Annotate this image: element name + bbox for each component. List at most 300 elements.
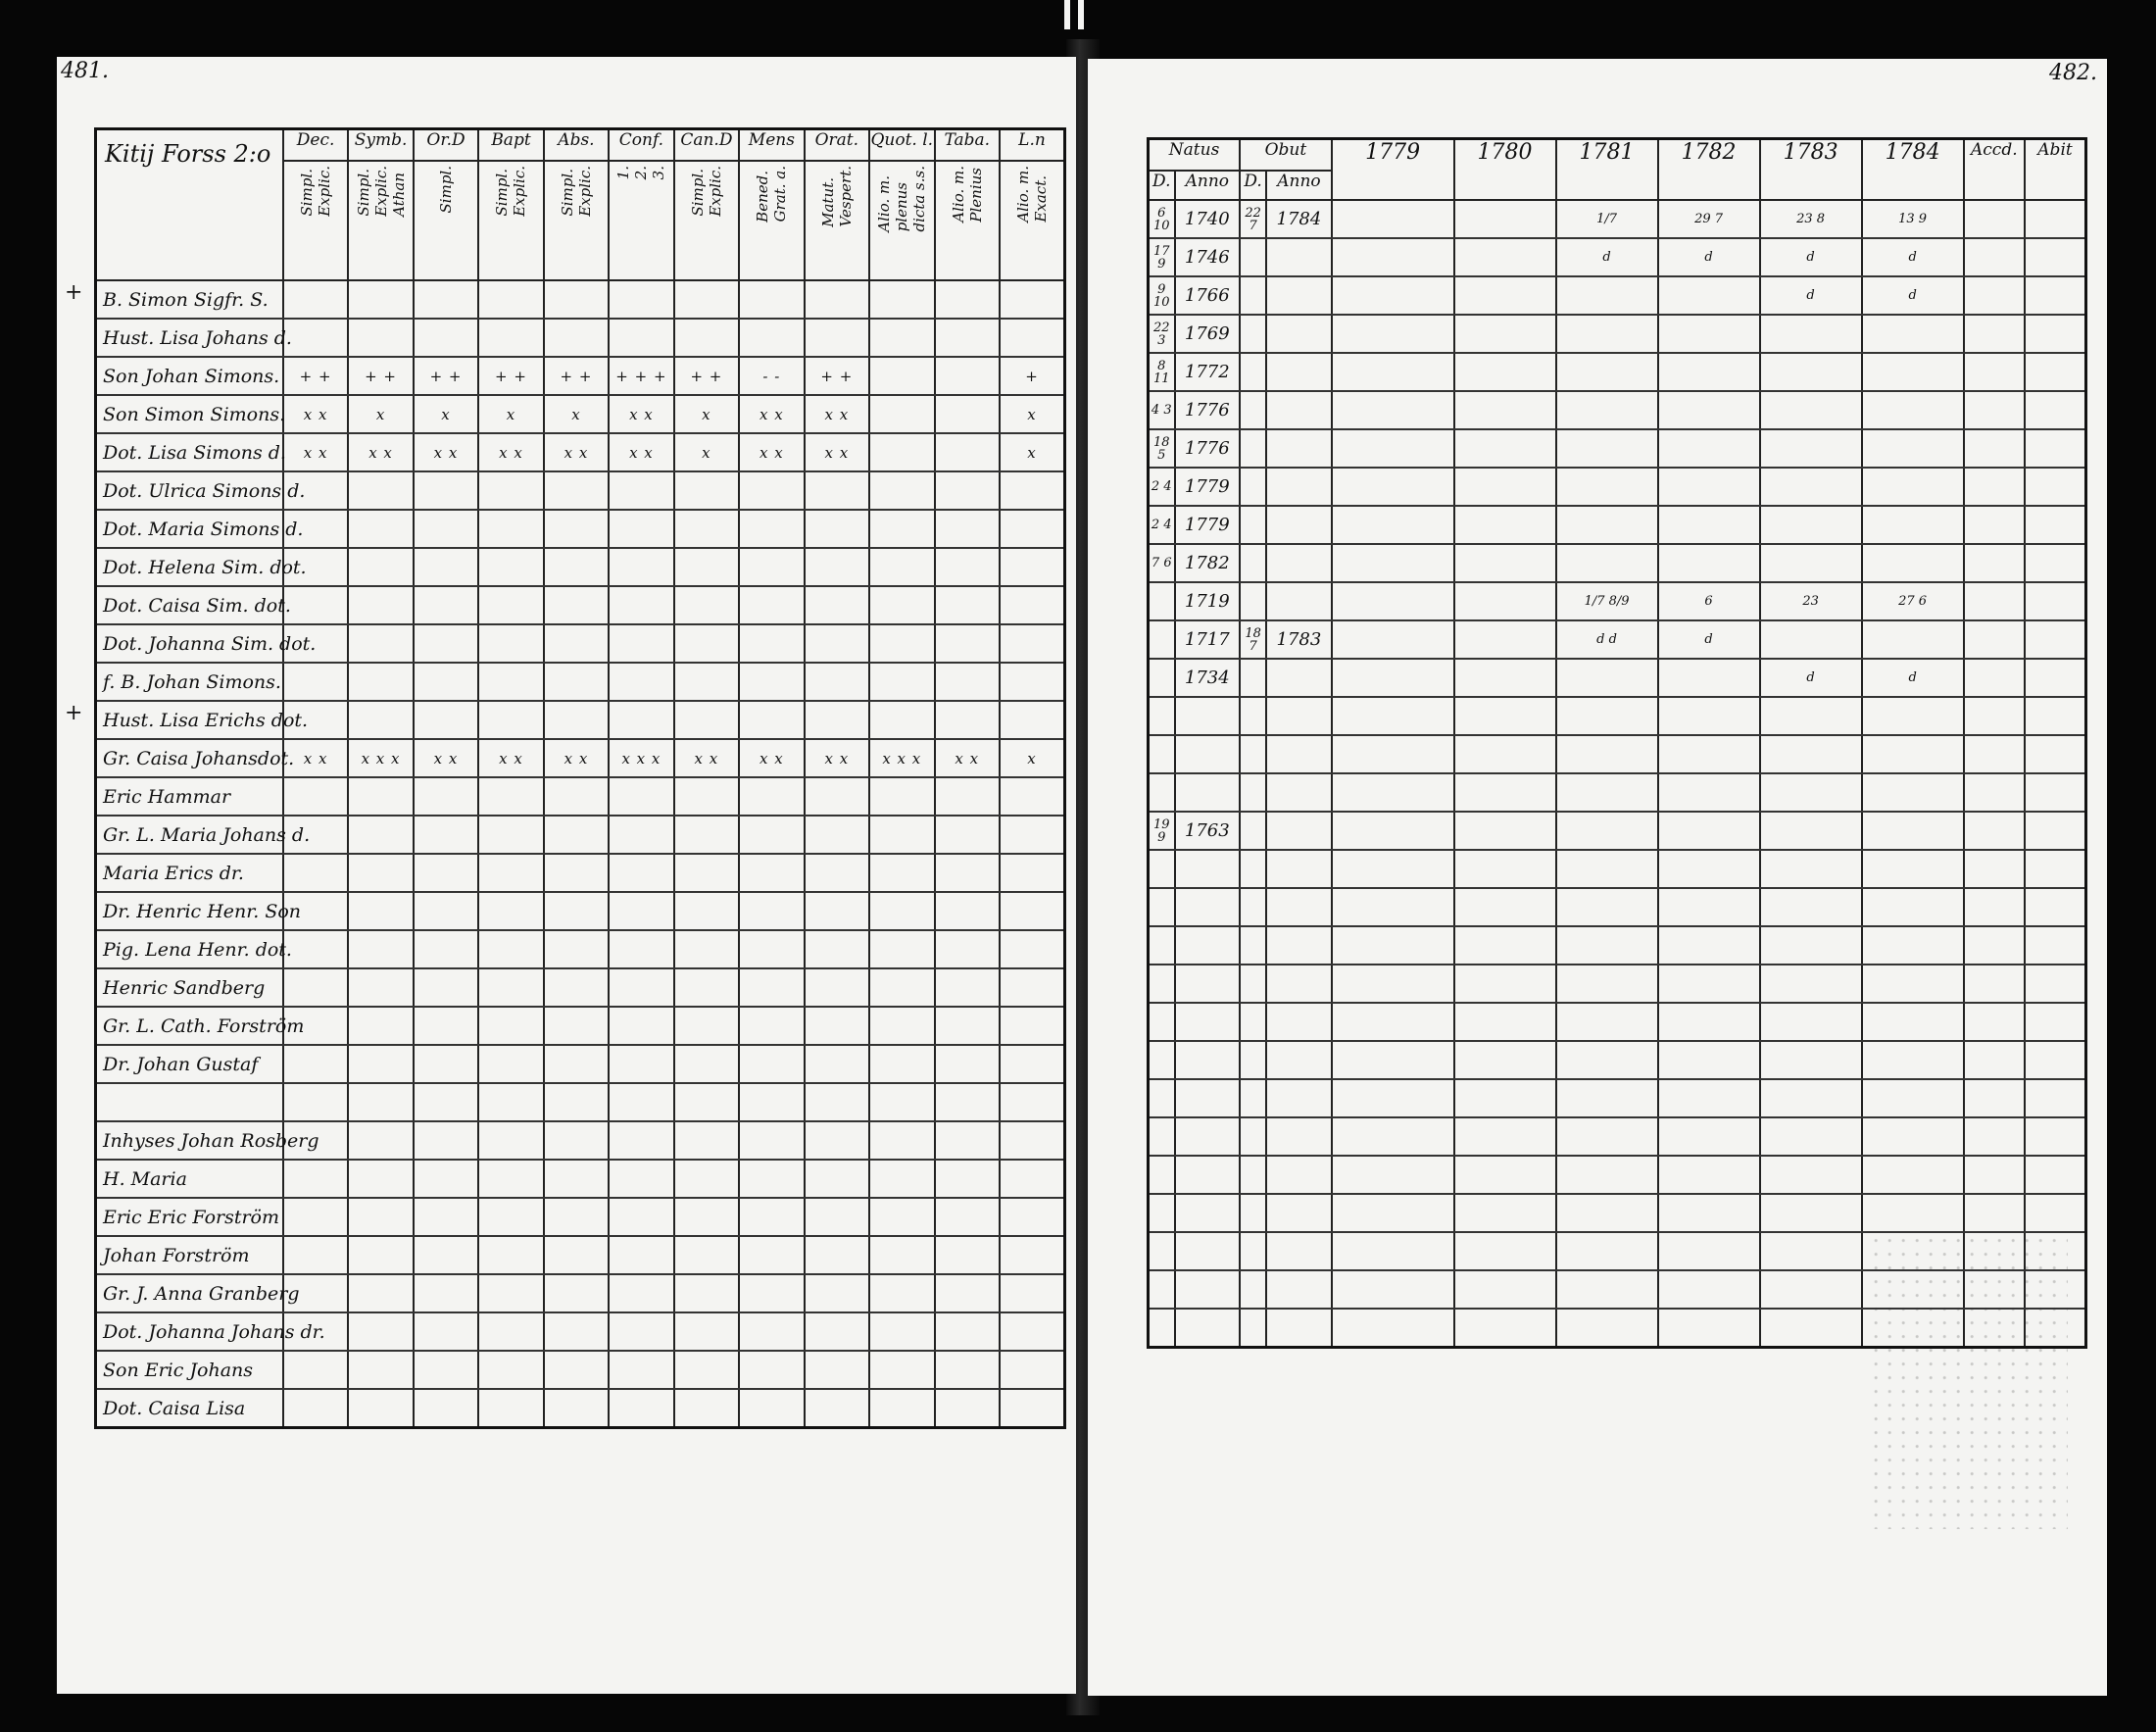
table-row <box>1149 315 2086 353</box>
birth-year: 1740 <box>1175 200 1241 238</box>
knowledge-mark <box>414 816 478 854</box>
knowledge-mark <box>935 433 1000 471</box>
knowledge-mark <box>935 892 1000 930</box>
knowledge-mark <box>674 624 739 663</box>
year-1780-entry <box>1454 659 1556 697</box>
knowledge-mark <box>805 1351 869 1389</box>
year-1780-entry <box>1454 812 1556 850</box>
knowledge-mark <box>869 1160 934 1198</box>
abit-entry <box>2025 506 2085 544</box>
accd-entry <box>1964 1270 2025 1309</box>
year-1784-entry <box>1862 315 1964 353</box>
birth-day: 22 3 <box>1149 315 1175 353</box>
death-year <box>1266 1041 1332 1079</box>
knowledge-mark <box>869 968 934 1007</box>
year-1779-entry <box>1332 735 1454 773</box>
birth-day <box>1149 1194 1175 1232</box>
knowledge-mark <box>869 1312 934 1351</box>
year-1780-entry <box>1454 1156 1556 1194</box>
knowledge-mark: x x <box>283 433 348 471</box>
table-row <box>96 548 1065 586</box>
knowledge-mark: - - <box>739 357 804 395</box>
abit-entry <box>2025 850 2085 888</box>
death-day <box>1240 1003 1266 1041</box>
table-row <box>96 433 1065 471</box>
knowledge-mark <box>869 892 934 930</box>
accd-entry <box>1964 888 2025 926</box>
table-row <box>1149 773 2086 812</box>
year-1780-entry <box>1454 888 1556 926</box>
abit-entry <box>2025 1079 2085 1117</box>
year-1779-entry <box>1332 353 1454 391</box>
column-group-header: Mens <box>739 129 804 162</box>
knowledge-mark <box>348 930 413 968</box>
year-1782-entry <box>1658 773 1760 812</box>
table-row <box>96 1351 1065 1389</box>
knowledge-mark <box>805 930 869 968</box>
table-row <box>96 816 1065 854</box>
knowledge-mark <box>478 854 543 892</box>
knowledge-mark: x <box>544 395 609 433</box>
knowledge-mark <box>739 1160 804 1198</box>
knowledge-mark <box>544 1007 609 1045</box>
abit-entry <box>2025 1194 2085 1232</box>
knowledge-mark <box>283 854 348 892</box>
knowledge-mark <box>544 586 609 624</box>
person-name: Johan Forström <box>96 1236 283 1274</box>
knowledge-mark <box>609 471 673 510</box>
knowledge-mark: x <box>478 395 543 433</box>
year-1780-entry <box>1454 315 1556 353</box>
knowledge-mark <box>609 816 673 854</box>
death-day <box>1240 812 1266 850</box>
person-name: Hust. Lisa Erichs dot. <box>96 701 283 739</box>
year-1779-entry <box>1332 620 1454 659</box>
knowledge-mark <box>869 1007 934 1045</box>
year-1779-entry <box>1332 506 1454 544</box>
death-year <box>1266 544 1332 582</box>
knowledge-mark <box>739 586 804 624</box>
accd-entry <box>1964 1232 2025 1270</box>
knowledge-mark <box>805 1083 869 1121</box>
knowledge-mark <box>935 777 1000 816</box>
knowledge-mark <box>805 1274 869 1312</box>
table-row <box>1149 1309 2086 1348</box>
knowledge-mark <box>283 586 348 624</box>
accd-entry <box>1964 620 2025 659</box>
knowledge-mark <box>805 1312 869 1351</box>
death-year <box>1266 888 1332 926</box>
birth-day <box>1149 850 1175 888</box>
year-1783-entry <box>1760 315 1862 353</box>
knowledge-mark <box>1000 1274 1065 1312</box>
year-1784-entry: d <box>1862 659 1964 697</box>
year-1784-entry <box>1862 812 1964 850</box>
knowledge-mark <box>805 471 869 510</box>
death-day <box>1240 315 1266 353</box>
year-1781-entry <box>1556 391 1658 429</box>
knowledge-mark <box>283 1045 348 1083</box>
knowledge-mark <box>805 1007 869 1045</box>
death-day: 22 7 <box>1240 200 1266 238</box>
birth-day: 8 11 <box>1149 353 1175 391</box>
knowledge-mark <box>414 701 478 739</box>
knowledge-mark <box>609 663 673 701</box>
column-sub-label: Exact. <box>1032 175 1050 223</box>
year-1779-entry <box>1332 965 1454 1003</box>
person-name: Dr. Johan Gustaf <box>96 1045 283 1083</box>
column-sub-label: Vespert. <box>836 166 855 227</box>
knowledge-mark <box>935 319 1000 357</box>
year-1781-entry <box>1556 1156 1658 1194</box>
table-row <box>96 854 1065 892</box>
death-year <box>1266 429 1332 468</box>
column-sub-label: Explic. <box>371 166 390 217</box>
year-1782-entry <box>1658 1079 1760 1117</box>
knowledge-mark <box>739 624 804 663</box>
knowledge-mark <box>935 968 1000 1007</box>
death-day <box>1240 1270 1266 1309</box>
year-1783-entry <box>1760 812 1862 850</box>
left-page <box>57 57 1076 1694</box>
header-title: Kitij Forss 2:o <box>96 129 283 281</box>
person-name: Dot. Helena Sim. dot. <box>96 548 283 586</box>
table-row <box>96 357 1065 395</box>
knowledge-mark <box>869 548 934 586</box>
accd-entry <box>1964 1156 2025 1194</box>
knowledge-mark <box>805 1236 869 1274</box>
birth-year <box>1175 965 1241 1003</box>
birth-year: 1772 <box>1175 353 1241 391</box>
accd-entry <box>1964 1117 2025 1156</box>
year-1782-entry: 29 7 <box>1658 200 1760 238</box>
accd-entry <box>1964 200 2025 238</box>
knowledge-mark <box>674 968 739 1007</box>
knowledge-mark <box>935 548 1000 586</box>
table-row <box>96 1198 1065 1236</box>
knowledge-mark <box>869 1083 934 1121</box>
knowledge-mark: x x <box>739 739 804 777</box>
death-year <box>1266 697 1332 735</box>
column-sub-header <box>1000 161 1065 280</box>
knowledge-mark <box>283 1236 348 1274</box>
knowledge-mark <box>414 624 478 663</box>
knowledge-mark <box>414 1236 478 1274</box>
knowledge-mark <box>414 1274 478 1312</box>
knowledge-mark <box>609 624 673 663</box>
year-1779-entry <box>1332 544 1454 582</box>
birth-day: 17 9 <box>1149 238 1175 276</box>
knowledge-mark <box>935 816 1000 854</box>
table-row <box>1149 1194 2086 1232</box>
year-1784-entry <box>1862 1309 1964 1348</box>
knowledge-mark <box>348 1274 413 1312</box>
birth-year: 1766 <box>1175 276 1241 315</box>
column-group-header: Symb. <box>348 129 413 162</box>
year-1779-entry <box>1332 429 1454 468</box>
knowledge-mark <box>1000 280 1065 319</box>
column-sub-header <box>609 161 673 280</box>
knowledge-mark <box>348 510 413 548</box>
person-name: Inhyses Johan Rosberg <box>96 1121 283 1160</box>
knowledge-mark <box>1000 968 1065 1007</box>
knowledge-mark <box>348 319 413 357</box>
accd-entry <box>1964 1079 2025 1117</box>
year-1783-entry: 23 8 <box>1760 200 1862 238</box>
knowledge-mark <box>609 1083 673 1121</box>
knowledge-mark <box>805 892 869 930</box>
knowledge-mark <box>478 1007 543 1045</box>
knowledge-mark <box>348 1312 413 1351</box>
year-1784-entry <box>1862 353 1964 391</box>
knowledge-mark <box>414 471 478 510</box>
column-sub-label: Matut. <box>818 176 837 227</box>
knowledge-mark <box>805 1045 869 1083</box>
knowledge-mark <box>544 280 609 319</box>
knowledge-mark <box>544 624 609 663</box>
table-row <box>96 1389 1065 1428</box>
birth-year <box>1175 1194 1241 1232</box>
knowledge-mark <box>478 319 543 357</box>
knowledge-mark <box>1000 1045 1065 1083</box>
person-name: Eric Hammar <box>96 777 283 816</box>
knowledge-mark <box>1000 510 1065 548</box>
year-1782-entry <box>1658 1003 1760 1041</box>
knowledge-mark <box>544 1045 609 1083</box>
birth-day <box>1149 659 1175 697</box>
year-1782-entry <box>1658 1156 1760 1194</box>
knowledge-mark <box>609 1351 673 1389</box>
death-year <box>1266 926 1332 965</box>
knowledge-mark <box>869 1045 934 1083</box>
knowledge-mark <box>869 777 934 816</box>
knowledge-mark <box>544 1351 609 1389</box>
table-row <box>96 280 1065 319</box>
knowledge-mark <box>478 816 543 854</box>
year-1784-entry <box>1862 735 1964 773</box>
year-1782-entry <box>1658 1041 1760 1079</box>
knowledge-mark <box>935 280 1000 319</box>
knowledge-mark <box>674 471 739 510</box>
year-1781-entry: 1/7 8/9 <box>1556 582 1658 620</box>
knowledge-mark: x x x <box>348 739 413 777</box>
abit-entry <box>2025 965 2085 1003</box>
knowledge-mark <box>674 1351 739 1389</box>
year-1779-entry <box>1332 582 1454 620</box>
year-1784-entry <box>1862 773 1964 812</box>
birth-year: 1746 <box>1175 238 1241 276</box>
death-day <box>1240 1117 1266 1156</box>
table-row <box>96 471 1065 510</box>
knowledge-mark <box>283 968 348 1007</box>
accd-entry <box>1964 315 2025 353</box>
knowledge-mark <box>544 663 609 701</box>
knowledge-mark <box>935 395 1000 433</box>
knowledge-mark <box>414 1351 478 1389</box>
knowledge-mark <box>283 1198 348 1236</box>
year-1784-entry <box>1862 926 1964 965</box>
column-sub-header <box>544 161 609 280</box>
knowledge-mark <box>869 701 934 739</box>
table-row <box>1149 1232 2086 1270</box>
year-1784-entry: d <box>1862 238 1964 276</box>
year-1780-entry <box>1454 1041 1556 1079</box>
table-row <box>96 777 1065 816</box>
year-1782-entry: d <box>1658 620 1760 659</box>
year-1781-entry <box>1556 1003 1658 1041</box>
knowledge-mark <box>674 1045 739 1083</box>
knowledge-mark <box>674 1083 739 1121</box>
birth-day: 2 4 <box>1149 506 1175 544</box>
knowledge-mark <box>1000 586 1065 624</box>
table-row <box>1149 238 2086 276</box>
knowledge-mark: x x x <box>869 739 934 777</box>
knowledge-mark <box>1000 471 1065 510</box>
obut-header: Obut <box>1240 139 1332 172</box>
knowledge-mark <box>414 1083 478 1121</box>
person-name: Son Eric Johans <box>96 1351 283 1389</box>
column-sub-header <box>478 161 543 280</box>
year-1783-entry: d <box>1760 276 1862 315</box>
knowledge-mark <box>348 854 413 892</box>
death-day <box>1240 1232 1266 1270</box>
knowledge-mark <box>414 1045 478 1083</box>
knowledge-mark <box>414 319 478 357</box>
year-1782-entry <box>1658 965 1760 1003</box>
abit-entry <box>2025 1309 2085 1348</box>
knowledge-mark: x <box>414 395 478 433</box>
knowledge-mark <box>478 1083 543 1121</box>
column-group-header: L.n <box>1000 129 1065 162</box>
year-1781-entry <box>1556 353 1658 391</box>
death-year: 1783 <box>1266 620 1332 659</box>
knowledge-mark <box>869 1274 934 1312</box>
knowledge-mark <box>544 1389 609 1428</box>
death-year <box>1266 391 1332 429</box>
knowledge-mark <box>348 663 413 701</box>
knowledge-mark <box>609 1236 673 1274</box>
knowledge-mark <box>674 1160 739 1198</box>
birth-day <box>1149 1117 1175 1156</box>
knowledge-mark <box>869 319 934 357</box>
abit-entry <box>2025 315 2085 353</box>
death-year <box>1266 276 1332 315</box>
knowledge-mark <box>348 586 413 624</box>
binding-mark <box>1064 0 1070 29</box>
knowledge-mark <box>609 701 673 739</box>
knowledge-mark <box>348 892 413 930</box>
knowledge-mark <box>1000 854 1065 892</box>
knowledge-mark <box>869 471 934 510</box>
knowledge-mark <box>674 816 739 854</box>
abit-entry <box>2025 773 2085 812</box>
knowledge-mark <box>478 1198 543 1236</box>
death-year <box>1266 850 1332 888</box>
knowledge-mark <box>544 471 609 510</box>
knowledge-mark <box>348 1007 413 1045</box>
knowledge-mark <box>674 1007 739 1045</box>
knowledge-mark <box>805 548 869 586</box>
knowledge-mark <box>609 777 673 816</box>
knowledge-mark <box>478 1045 543 1083</box>
knowledge-mark <box>869 816 934 854</box>
knowledge-mark: + + <box>674 357 739 395</box>
knowledge-mark: x <box>348 395 413 433</box>
year-1781-entry <box>1556 1117 1658 1156</box>
knowledge-mark <box>935 930 1000 968</box>
knowledge-mark <box>869 395 934 433</box>
column-sub-label: Grat. a. <box>771 166 790 223</box>
table-row <box>96 1160 1065 1198</box>
knowledge-mark <box>414 280 478 319</box>
knowledge-mark <box>935 471 1000 510</box>
table-row <box>1149 620 2086 659</box>
birth-year <box>1175 773 1241 812</box>
year-1783-entry <box>1760 735 1862 773</box>
knowledge-mark <box>739 548 804 586</box>
year-1784-entry: 13 9 <box>1862 200 1964 238</box>
accd-entry <box>1964 773 2025 812</box>
table-row <box>96 892 1065 930</box>
knowledge-mark <box>478 968 543 1007</box>
year-1781-entry <box>1556 1309 1658 1348</box>
table-row <box>1149 544 2086 582</box>
knowledge-mark <box>869 1236 934 1274</box>
year-1784-entry <box>1862 1270 1964 1309</box>
year-1783-entry <box>1760 1156 1862 1194</box>
knowledge-mark <box>348 816 413 854</box>
abit-entry <box>2025 238 2085 276</box>
knowledge-mark <box>1000 1121 1065 1160</box>
year-1782-entry <box>1658 697 1760 735</box>
knowledge-mark <box>478 1160 543 1198</box>
knowledge-mark <box>869 624 934 663</box>
year-1783-entry <box>1760 926 1862 965</box>
d-subheader: D. <box>1149 171 1175 200</box>
year-1781-entry <box>1556 888 1658 926</box>
table-row <box>96 1312 1065 1351</box>
knowledge-mark <box>805 1160 869 1198</box>
birth-year: 1763 <box>1175 812 1241 850</box>
knowledge-mark <box>869 930 934 968</box>
year-1779-entry <box>1332 315 1454 353</box>
birth-day <box>1149 773 1175 812</box>
knowledge-mark <box>935 1236 1000 1274</box>
death-day <box>1240 582 1266 620</box>
year-1780-entry <box>1454 506 1556 544</box>
knowledge-mark <box>869 854 934 892</box>
knowledge-mark <box>348 1389 413 1428</box>
knowledge-mark <box>609 1274 673 1312</box>
knowledge-mark: x <box>674 433 739 471</box>
knowledge-mark <box>739 1389 804 1428</box>
death-day <box>1240 659 1266 697</box>
knowledge-mark <box>674 701 739 739</box>
year-1780-entry <box>1454 468 1556 506</box>
year-1784-entry: 27 6 <box>1862 582 1964 620</box>
death-day <box>1240 1194 1266 1232</box>
year-1783-entry <box>1760 888 1862 926</box>
knowledge-mark <box>283 1351 348 1389</box>
year-1782-entry: d <box>1658 238 1760 276</box>
table-row <box>96 968 1065 1007</box>
year-1779-entry <box>1332 1309 1454 1348</box>
person-name: Dot. Lisa Simons d. <box>96 433 283 471</box>
death-year <box>1266 1079 1332 1117</box>
knowledge-mark <box>674 586 739 624</box>
year-1782-entry <box>1658 1232 1760 1270</box>
birth-day <box>1149 1156 1175 1194</box>
